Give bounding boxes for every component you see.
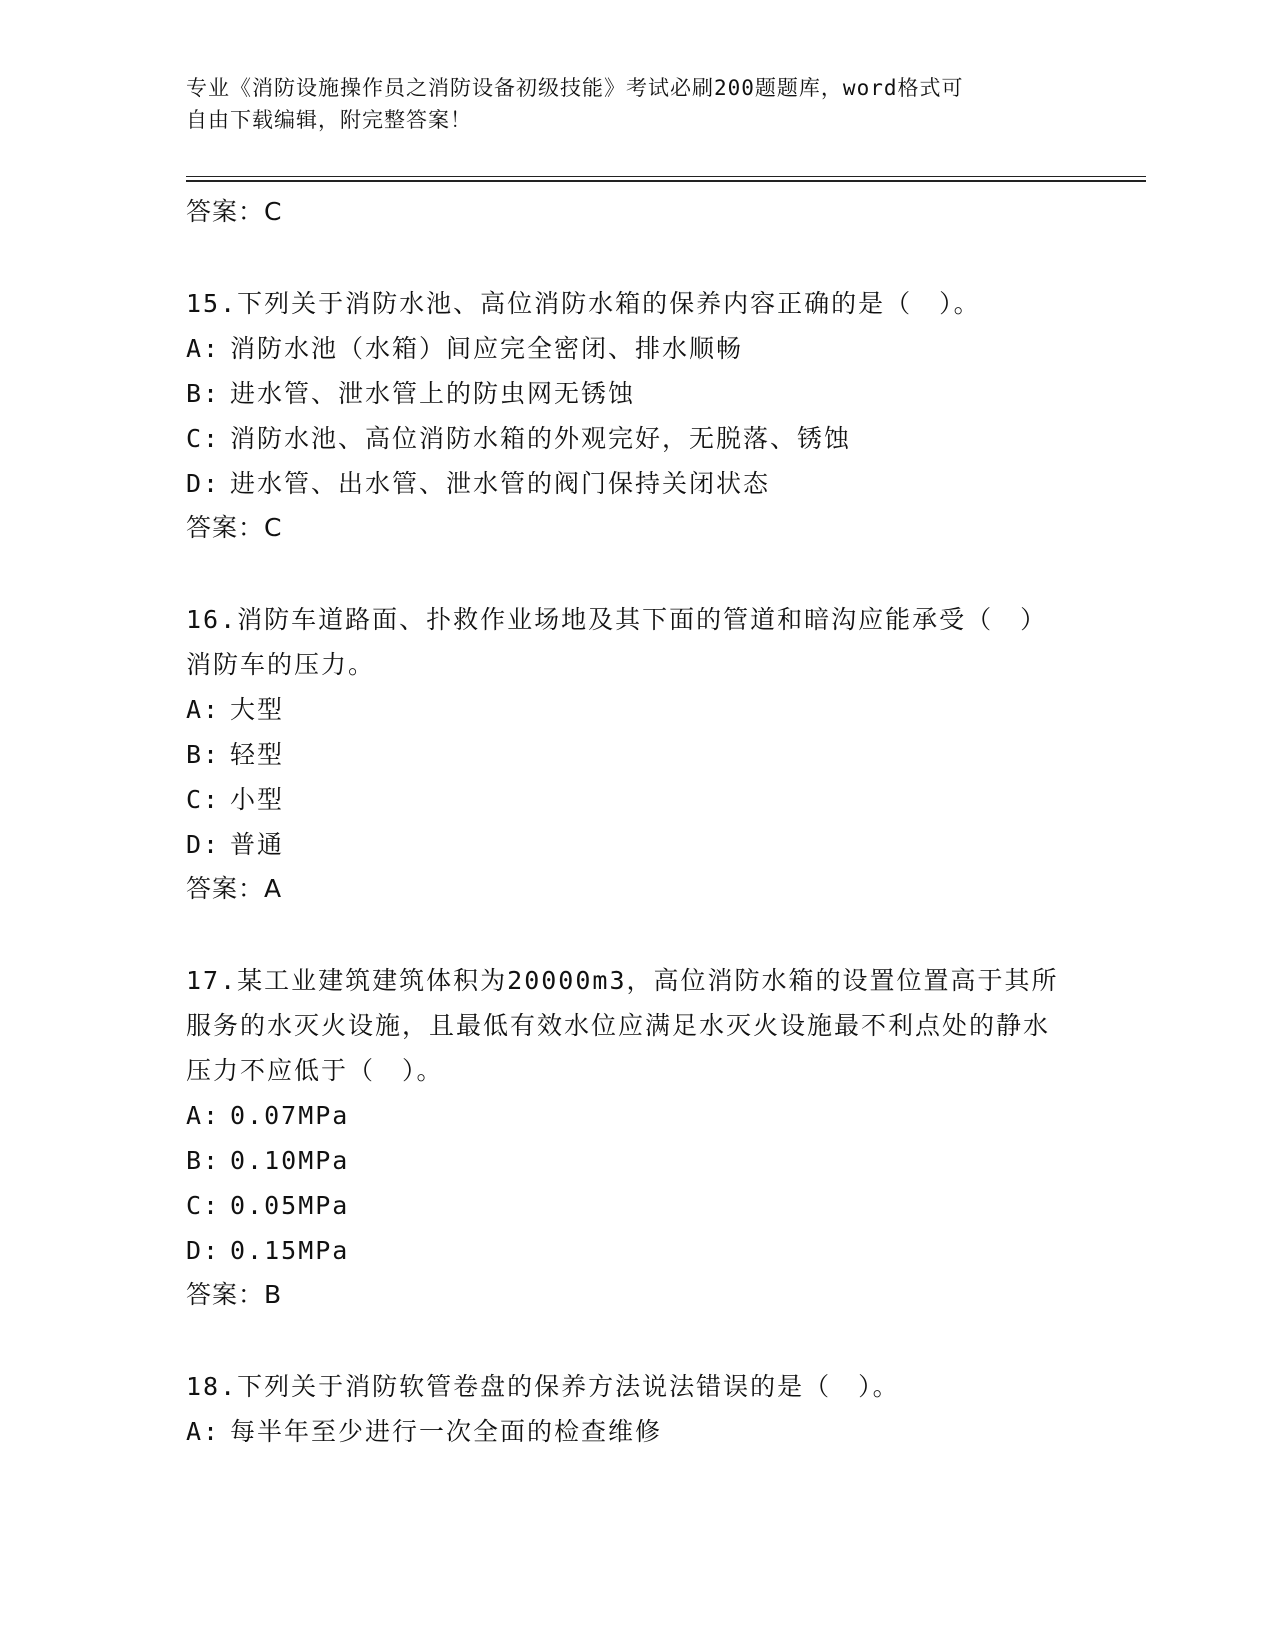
- option-a: [186, 1093, 1066, 1138]
- option-c: [186, 1183, 1066, 1228]
- answer-line: 答案：B: [186, 1280, 283, 1309]
- answer-line: 答案：C: [186, 513, 283, 542]
- option-a: [186, 326, 1066, 371]
- option-text: 消防水池、高位消防水箱的外观完好，无脱落、锈蚀: [230, 424, 852, 453]
- question-stem: 15.下列关于消防水池、高位消防水箱的保养内容正确的是（ ）。: [186, 289, 981, 318]
- header-divider-thin: [186, 176, 1146, 177]
- option-text: 轻型: [230, 740, 285, 769]
- option-d: [186, 461, 1066, 506]
- option-text: 0.07MPa: [230, 1101, 350, 1130]
- option-a: [186, 687, 1066, 732]
- question-stem: 16.消防车道路面、扑救作业场地及其下面的管道和暗沟应能承受（ ）消防车的压力。: [186, 605, 1048, 679]
- option-text: 每半年至少进行一次全面的检查维修: [230, 1417, 663, 1446]
- option-text: 大型: [230, 695, 285, 724]
- option-text: 0.10MPa: [230, 1146, 350, 1175]
- option-d: [186, 822, 1066, 867]
- option-text: 进水管、泄水管上的防虫网无锈蚀: [230, 379, 636, 408]
- option-key: B:: [186, 740, 221, 769]
- option-key: A:: [186, 334, 221, 363]
- page-header: [186, 72, 1066, 136]
- option-key: D:: [186, 469, 221, 498]
- question-stem: 18.下列关于消防软管卷盘的保养方法说法错误的是（ ）。: [186, 1372, 900, 1401]
- option-key: A:: [186, 1101, 221, 1130]
- option-key: A:: [186, 695, 221, 724]
- answer-line: 答案：C: [186, 197, 283, 226]
- option-text: 0.05MPa: [230, 1191, 350, 1220]
- option-text: 进水管、出水管、泄水管的阀门保持关闭状态: [230, 469, 771, 498]
- option-d: [186, 1228, 1066, 1273]
- option-key: B:: [186, 379, 221, 408]
- option-key: A:: [186, 1417, 221, 1446]
- question-17: [186, 958, 1066, 1317]
- question-list: [186, 190, 1066, 1501]
- option-text: 消防水池（水箱）间应完全密闭、排水顺畅: [230, 334, 744, 363]
- option-text: 小型: [230, 785, 285, 814]
- header-line-1: 专业《消防设施操作员之消防设备初级技能》考试必刷200题题库，word格式可: [186, 76, 964, 100]
- option-key: B:: [186, 1146, 221, 1175]
- option-key: C:: [186, 424, 221, 453]
- question-stem: 17.某工业建筑建筑体积为20000m3，高位消防水箱的设置位置高于其所服务的水灭火设施，且最低有效水位应满足水灭火设施最不利点处的静水压力不应低于（ ）。: [186, 966, 1059, 1085]
- header-line-2: 自由下载编辑，附完整答案！: [186, 108, 472, 132]
- option-key: C:: [186, 785, 221, 814]
- option-c: [186, 416, 1066, 461]
- question-18: [186, 1364, 1066, 1454]
- option-c: [186, 777, 1066, 822]
- option-key: D:: [186, 830, 221, 859]
- option-b: [186, 732, 1066, 777]
- option-b: [186, 1138, 1066, 1183]
- option-text: 普通: [230, 830, 285, 859]
- option-a: [186, 1409, 1066, 1454]
- answer-line: 答案：A: [186, 874, 283, 903]
- option-key: D:: [186, 1236, 221, 1265]
- option-key: C:: [186, 1191, 221, 1220]
- option-b: [186, 371, 1066, 416]
- option-text: 0.15MPa: [230, 1236, 350, 1265]
- header-divider-thick: [186, 180, 1146, 182]
- question-16: [186, 597, 1066, 911]
- question-15: [186, 281, 1066, 550]
